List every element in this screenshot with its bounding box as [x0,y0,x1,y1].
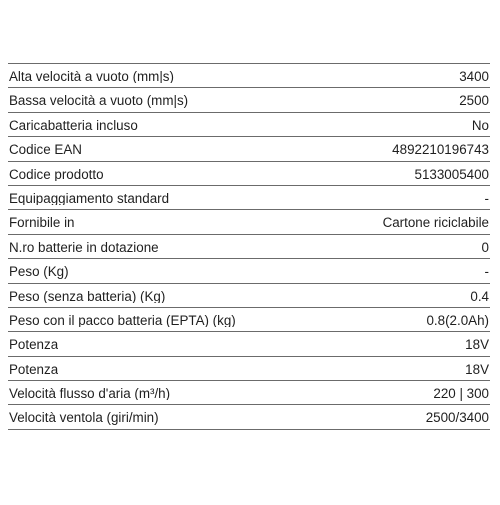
spec-value: 220 | 300 [433,386,489,402]
spec-label: Peso (Kg) [9,265,69,279]
spec-row-charger-included [8,113,490,137]
spec-value: Cartone riciclabile [382,215,489,231]
spec-value: 0.4 [470,288,489,304]
spec-label: Peso con il pacco batteria (EPTA) (kg) [9,313,236,328]
spec-row-weight-with-battery [8,308,490,332]
spec-label: Codice EAN [9,143,82,157]
spec-label: N.ro batterie in dotazione [9,240,159,255]
spec-row-fan-speed [8,405,490,429]
spec-value: - [484,190,489,206]
spec-label: Bassa velocità a vuoto (mm|s) [9,94,189,108]
spec-value: 4892210196743 [392,142,489,158]
spec-value: No [471,117,489,133]
spec-label: Alta velocità a vuoto (mm|s) [9,69,174,84]
spec-row-batteries-included [8,235,490,259]
spec-label: Potenza [9,362,59,377]
spec-row-power [8,332,490,356]
spec-value: 18V [465,361,489,377]
spec-value: - [484,264,489,280]
spec-label: Peso (senza batteria) (Kg) [9,289,166,303]
spec-label: Codice prodotto [9,167,104,181]
spec-value: 3400 [459,68,489,84]
spec-row-ean-code [8,137,490,161]
spec-row-standard-equipment [8,186,490,210]
spec-value: 0.8(2.0Ah) [426,312,489,328]
spec-label: Fornibile in [9,216,75,230]
spec-label: Velocità flusso d'aria (m³/h) [9,387,171,401]
spec-row-low-speed [8,88,490,112]
spec-label: Equipaggiamento standard [9,191,170,206]
spec-value: 2500 [459,93,489,109]
spec-table [8,63,490,430]
spec-value: 5133005400 [414,166,489,182]
spec-row-weight [8,259,490,283]
spec-label: Caricabatteria incluso [9,118,138,133]
spec-row-product-code [8,162,490,186]
spec-value: 0 [481,239,489,255]
spec-row-power-2 [8,357,490,381]
spec-label: Potenza [9,338,59,352]
spec-value: 2500/3400 [425,410,489,426]
spec-row-airflow [8,381,490,405]
spec-row-supplied-in [8,210,490,234]
spec-label: Velocità ventola (giri/min) [9,411,159,425]
spec-value: 18V [465,337,489,353]
spec-row-high-speed [8,64,490,88]
spec-row-weight-without-battery [8,284,490,308]
